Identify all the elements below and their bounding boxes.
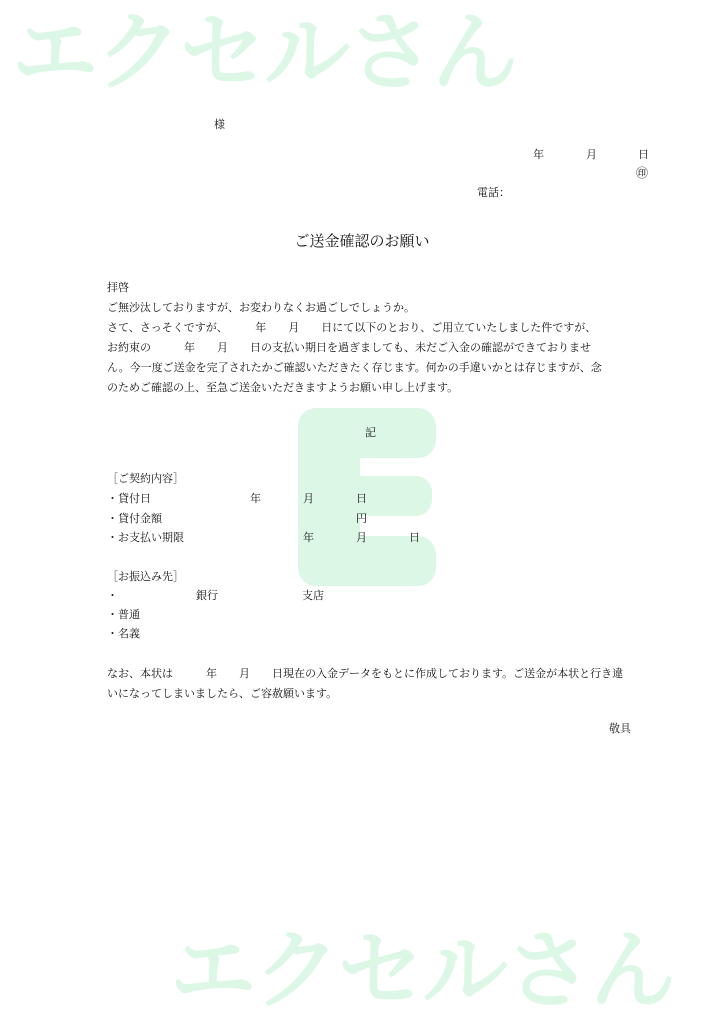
loan-date-month: 月 xyxy=(303,492,314,505)
loan-date-year: 年 xyxy=(250,492,261,505)
record-label: 記 xyxy=(365,426,376,439)
recipient-suffix: 様 xyxy=(214,118,225,131)
closing-line-2: いになってしまいましたら、ご容赦願います。 xyxy=(107,687,338,700)
loan-date-day: 日 xyxy=(356,492,367,505)
phone-label: 電話： xyxy=(477,186,510,199)
loan-amount-unit: 円 xyxy=(356,512,367,525)
body-line-1: ご無沙汰しておりますが、お変わりなくお過ごしでしょうか。 xyxy=(107,301,415,314)
loan-amount-label: ・貸付金額 xyxy=(107,512,162,525)
contract-heading: ［ご契約内容］ xyxy=(107,472,184,485)
seal-mark: ㊞ xyxy=(636,166,649,180)
account-type: ・普通 xyxy=(107,608,140,621)
body-line-4: ん。今一度ご送金を完了されたかご確認いただきたく存じます。何かの手違いかとは存じますが、念 xyxy=(107,361,602,374)
body-line-2: さて、さっそくですが、 年 月 日にて以下のとおり、ご用立ていたしました件ですが、 xyxy=(107,321,597,334)
opening-word: 拝啓 xyxy=(107,281,129,294)
due-day: 日 xyxy=(409,531,420,544)
due-label: ・お支払い期限 xyxy=(107,531,184,544)
watermark-bottom: エクセルさん xyxy=(170,921,674,1021)
bank-label: 銀行 xyxy=(196,589,218,602)
account-name: ・名義 xyxy=(107,627,140,640)
issue-date-year: 年 xyxy=(533,148,544,161)
watermark-top: エクセルさん xyxy=(12,3,516,103)
due-year: 年 xyxy=(303,531,314,544)
issue-date-day: 日 xyxy=(638,148,649,161)
body-line-3: お約束の 年 月 日の支払い期日を過ぎましても、未だご入金の確認ができておりませ xyxy=(107,341,591,354)
branch-label: 支店 xyxy=(302,589,324,602)
sign-off: 敬具 xyxy=(609,722,631,735)
due-month: 月 xyxy=(356,531,367,544)
closing-line-1: なお、本状は 年 月 日現在の入金データをもとに作成しております。ご送金が本状と行き違 xyxy=(107,667,624,680)
document-title: ご送金確認のお願い xyxy=(294,232,430,250)
transfer-bullet: ・ xyxy=(107,589,118,602)
issue-date-month: 月 xyxy=(586,148,597,161)
body-line-5: のためご確認の上、至急ご送金いただきますようお願い申し上げます。 xyxy=(107,381,459,394)
loan-date-label: ・貸付日 xyxy=(107,492,151,505)
transfer-heading: ［お振込み先］ xyxy=(107,570,184,583)
